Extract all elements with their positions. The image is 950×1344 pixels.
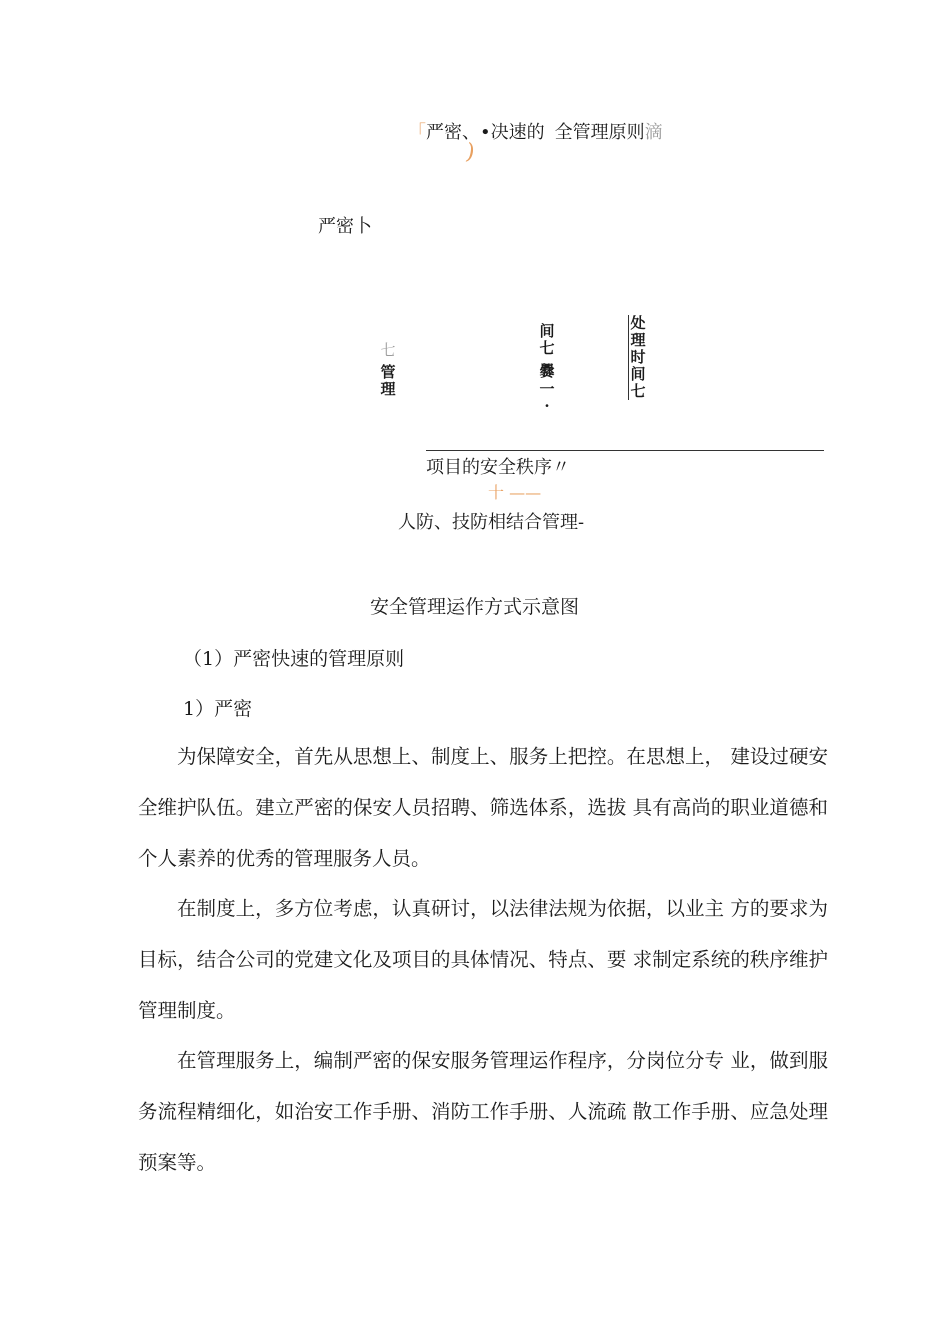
vertical-label-right: 处理时间七 [628, 315, 647, 400]
top-text-2: 全管理原则 [554, 122, 645, 143]
orange-dash-mark: 十 —— [488, 483, 542, 502]
top-curve: ) [463, 139, 477, 166]
section-heading: （1）严密快速的管理原则 [183, 648, 405, 670]
paragraph-2: 在制度上，多方位考虑，认真研讨，以法律法规为依据，以业主 方的要求为目标，结合公司的党建文化及项目的具体情况、特点、要 求制定系统的秩序维护管理制度。 [138, 897, 828, 1022]
top-text: 严密、•决速的 [426, 122, 545, 143]
paragraph-1: 为保障安全，首先从思想上、制度上、服务上把控。在思想上， 建设过硬安全维护队伍。建立严密的保安人员招聘、筛选体系，选拔 具有高尚的职业道德和个人素养的优秀的管理服务人员。 [138, 745, 828, 870]
paragraph-3: 在管理服务上，编制严密的保安服务管理运作程序，分岗位分专 业，做到服务流程精细化，如治安工作手册、消防工作手册、人流疏 散工作手册、应急处理预案等。 [138, 1049, 828, 1174]
vertical-label-left-top: 七 [380, 341, 396, 359]
project-order-mark: 〃 [552, 457, 570, 478]
project-order-label [426, 453, 570, 479]
vertical-label-mid-3: 一· [539, 380, 555, 415]
vertical-label-mid-2: 爨 [539, 362, 555, 380]
combined-management-label: 人防、技防相结合管理- [398, 512, 585, 533]
top-suffix: 滴 [644, 122, 663, 143]
diagram-divider-line [426, 450, 824, 451]
figure-caption: 安全管理运作方式示意图 [370, 596, 580, 618]
project-order-text: 项目的安全秩序 [426, 457, 552, 478]
vertical-label-left-bottom: 管理 [380, 363, 396, 398]
vertical-label-mid: 间七 [539, 322, 555, 357]
diagram-left-label: 严密卜 [318, 216, 372, 237]
bracket-open: 「 [408, 122, 426, 143]
diagram-top-label [408, 118, 663, 144]
subheading: 1）严密 [183, 698, 253, 720]
